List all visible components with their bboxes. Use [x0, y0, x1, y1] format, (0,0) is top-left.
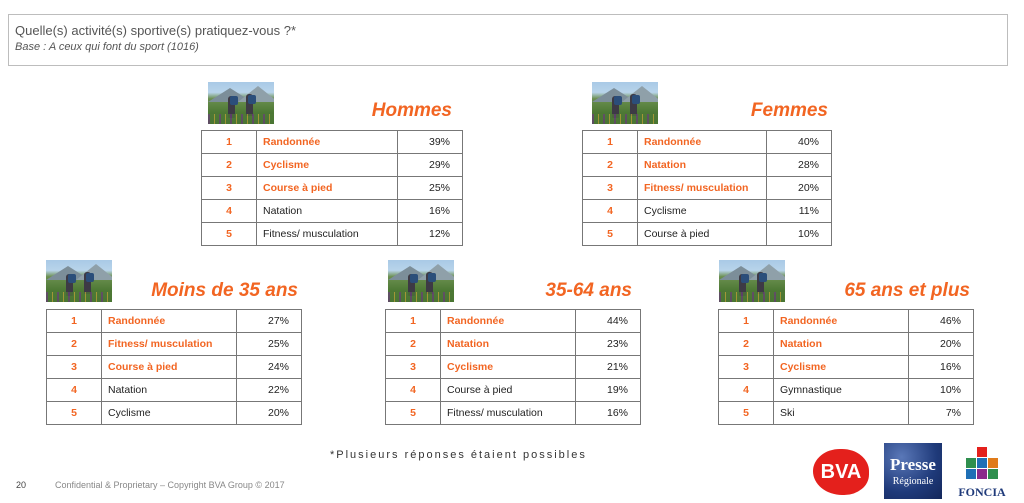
table-row	[47, 333, 302, 356]
activity-cell: Natation	[257, 200, 398, 223]
table-row	[583, 177, 832, 200]
rank-cell: 1	[202, 131, 257, 154]
group-title-moins-35: Moins de 35 ans	[151, 280, 298, 301]
group-title-35-64: 35-64 ans	[545, 280, 632, 301]
rank-cell: 3	[583, 177, 638, 200]
percentage-cell: 21%	[576, 356, 641, 379]
percentage-cell: 10%	[909, 379, 974, 402]
rank-cell: 4	[583, 200, 638, 223]
activity-cell: Course à pied	[441, 379, 576, 402]
table-femmes	[582, 130, 832, 246]
activity-cell: Course à pied	[257, 177, 398, 200]
table-row	[47, 379, 302, 402]
group-title-femmes: Femmes	[750, 100, 828, 121]
table-row	[47, 402, 302, 425]
activity-cell: Natation	[774, 333, 909, 356]
percentage-cell: 25%	[237, 333, 302, 356]
rank-cell: 2	[202, 154, 257, 177]
presse-logo-line1: Presse	[890, 455, 936, 474]
foncia-logo	[952, 447, 1012, 499]
group-title-hommes: Hommes	[371, 100, 452, 121]
activity-cell: Ski	[774, 402, 909, 425]
rank-cell: 1	[386, 310, 441, 333]
percentage-cell: 10%	[767, 223, 832, 246]
table-row	[386, 333, 641, 356]
activity-cell: Cyclisme	[102, 402, 237, 425]
table-row	[386, 310, 641, 333]
percentage-cell: 11%	[767, 200, 832, 223]
hiker-photo	[592, 82, 658, 124]
presse-logo-line2: Régionale	[892, 476, 934, 487]
activity-cell: Randonnée	[441, 310, 576, 333]
activity-cell: Randonnée	[774, 310, 909, 333]
activity-cell: Course à pied	[638, 223, 767, 246]
rank-cell: 3	[202, 177, 257, 200]
rank-cell: 4	[386, 379, 441, 402]
percentage-cell: 46%	[909, 310, 974, 333]
percentage-cell: 20%	[909, 333, 974, 356]
percentage-cell: 20%	[237, 402, 302, 425]
percentage-cell: 39%	[398, 131, 463, 154]
rank-cell: 5	[47, 402, 102, 425]
table-row	[583, 154, 832, 177]
rank-cell: 4	[719, 379, 774, 402]
activity-cell: Cyclisme	[638, 200, 767, 223]
table-row	[719, 379, 974, 402]
activity-cell: Gymnastique	[774, 379, 909, 402]
table-35-64	[385, 309, 641, 425]
activity-cell: Fitness/ musculation	[441, 402, 576, 425]
table-row	[386, 356, 641, 379]
rank-cell: 5	[202, 223, 257, 246]
table-row	[583, 131, 832, 154]
activity-cell: Randonnée	[638, 131, 767, 154]
activity-cell: Natation	[102, 379, 237, 402]
activity-cell: Randonnée	[102, 310, 237, 333]
activity-cell: Fitness/ musculation	[638, 177, 767, 200]
table-row	[386, 402, 641, 425]
percentage-cell: 12%	[398, 223, 463, 246]
table-row	[583, 200, 832, 223]
percentage-cell: 22%	[237, 379, 302, 402]
rank-cell: 2	[583, 154, 638, 177]
rank-cell: 5	[386, 402, 441, 425]
group-title-65-plus: 65 ans et plus	[844, 280, 970, 301]
percentage-cell: 25%	[398, 177, 463, 200]
percentage-cell: 44%	[576, 310, 641, 333]
percentage-cell: 19%	[576, 379, 641, 402]
foncia-wordmark: FONCIA	[958, 485, 1006, 499]
table-row	[386, 379, 641, 402]
rank-cell: 3	[47, 356, 102, 379]
rank-cell: 2	[386, 333, 441, 356]
table-row	[202, 200, 463, 223]
rank-cell: 1	[583, 131, 638, 154]
table-row	[202, 131, 463, 154]
percentage-cell: 24%	[237, 356, 302, 379]
rank-cell: 5	[719, 402, 774, 425]
rank-cell: 3	[719, 356, 774, 379]
activity-cell: Course à pied	[102, 356, 237, 379]
table-65-plus	[718, 309, 974, 425]
rank-cell: 1	[719, 310, 774, 333]
table-moins-35	[46, 309, 302, 425]
hiker-photo	[388, 260, 454, 302]
question-base: Base : A ceux qui font du sport (1016)	[15, 41, 199, 53]
activity-cell: Fitness/ musculation	[257, 223, 398, 246]
foncia-house-icon	[964, 447, 1000, 483]
copyright-notice: Confidential & Proprietary – Copyright BVA Group © 2017	[55, 480, 285, 490]
table-row	[47, 310, 302, 333]
table-row	[583, 223, 832, 246]
footnote: *Plusieurs réponses étaient possibles	[330, 449, 587, 461]
percentage-cell: 27%	[237, 310, 302, 333]
percentage-cell: 28%	[767, 154, 832, 177]
table-row	[47, 356, 302, 379]
percentage-cell: 7%	[909, 402, 974, 425]
activity-cell: Fitness/ musculation	[102, 333, 237, 356]
percentage-cell: 29%	[398, 154, 463, 177]
percentage-cell: 16%	[909, 356, 974, 379]
percentage-cell: 23%	[576, 333, 641, 356]
page-number: 20	[16, 480, 27, 490]
rank-cell: 2	[719, 333, 774, 356]
rank-cell: 3	[386, 356, 441, 379]
table-row	[202, 154, 463, 177]
table-row	[719, 356, 974, 379]
activity-cell: Randonnée	[257, 131, 398, 154]
rank-cell: 4	[202, 200, 257, 223]
percentage-cell: 20%	[767, 177, 832, 200]
activity-cell: Cyclisme	[441, 356, 576, 379]
percentage-cell: 16%	[576, 402, 641, 425]
rank-cell: 4	[47, 379, 102, 402]
percentage-cell: 40%	[767, 131, 832, 154]
question-title: Quelle(s) activité(s) sportive(s) pratiquez-vous ?*	[15, 23, 297, 38]
table-row	[202, 223, 463, 246]
activity-cell: Natation	[441, 333, 576, 356]
rank-cell: 2	[47, 333, 102, 356]
activity-cell: Cyclisme	[257, 154, 398, 177]
rank-cell: 5	[583, 223, 638, 246]
hiker-photo	[208, 82, 274, 124]
hiker-photo	[719, 260, 785, 302]
table-row	[719, 333, 974, 356]
bva-logo: BVA	[813, 449, 869, 495]
presse-regionale-logo	[884, 443, 942, 499]
percentage-cell: 16%	[398, 200, 463, 223]
activity-cell: Natation	[638, 154, 767, 177]
question-header	[8, 14, 1008, 66]
table-row	[719, 310, 974, 333]
rank-cell: 1	[47, 310, 102, 333]
activity-cell: Cyclisme	[774, 356, 909, 379]
table-row	[719, 402, 974, 425]
table-row	[202, 177, 463, 200]
table-hommes	[201, 130, 463, 246]
